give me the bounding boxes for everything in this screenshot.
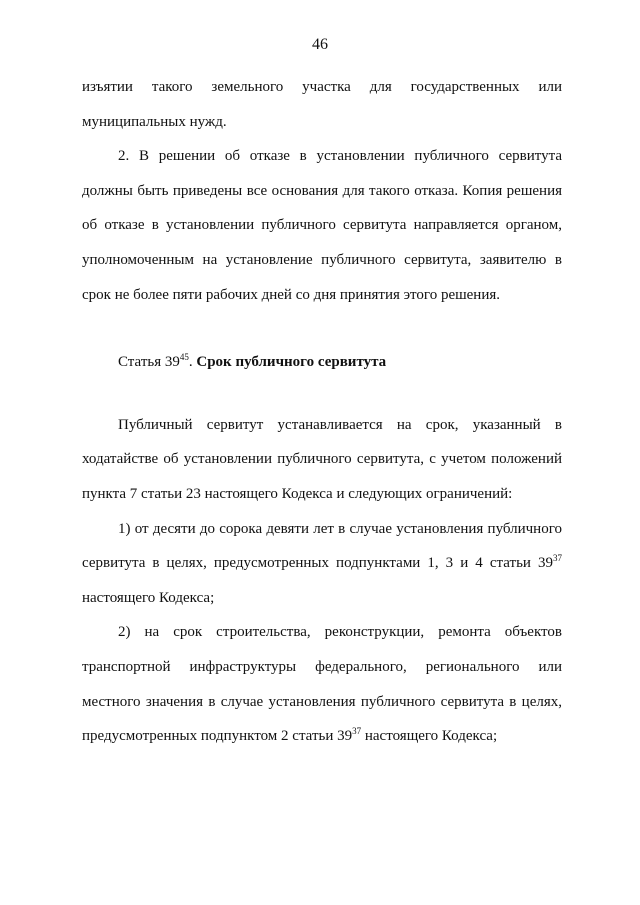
list-item-2-text: 2) на срок строительства, реконструкции, ремонта объектов транспортной инфраструктуры федерального, регионального или местного значения в случае установления публичного сервитута в целях, предусмотренных подпунктом 2 статьи 39: [82, 624, 562, 745]
article-heading: [82, 345, 562, 380]
list-item-1-superscript: 37: [553, 553, 562, 564]
article-dot: .: [188, 354, 197, 371]
page-number: 46: [312, 36, 328, 53]
list-item-1: [82, 512, 562, 616]
list-item-2: [82, 615, 562, 753]
document-body: [82, 70, 562, 754]
list-item-2-superscript: 37: [352, 726, 362, 737]
article-title: Срок публичного сервитута: [196, 354, 387, 371]
list-item-1-tail: настоящего Кодекса;: [82, 589, 215, 606]
list-item-1-text: 1) от десяти до сорока девяти лет в случае установления публичного сервитута в целях, предусмотренных подпунктами 1, 3 и 4 статьи 39: [82, 520, 562, 572]
paragraph-servitude-term: Публичный сервитут устанавливается на срок, указанный в ходатайстве об установлении публичного сервитута, с учетом положений пункта 7 статьи 23 настоящего Кодекса и следующих ограничений:: [82, 416, 562, 502]
paragraph-continuation: изъятии такого земельного участка для государственных или муниципальных нужд.: [82, 79, 562, 130]
article-superscript: 45: [179, 352, 189, 363]
article-prefix: Статья 39: [118, 354, 180, 371]
list-item-2-tail: настоящего Кодекса;: [361, 728, 498, 745]
paragraph-refusal-decision: 2. В решении об отказе в установлении публичного сервитута должны быть приведены все основания для такого отказа. Копия решения об отказе в установлении публичного сервитута направляется органом, уполномоченным на установление публичного сервитута, заявителю в срок не более пяти рабочих дней со дня принятия этого решения.: [82, 148, 562, 303]
